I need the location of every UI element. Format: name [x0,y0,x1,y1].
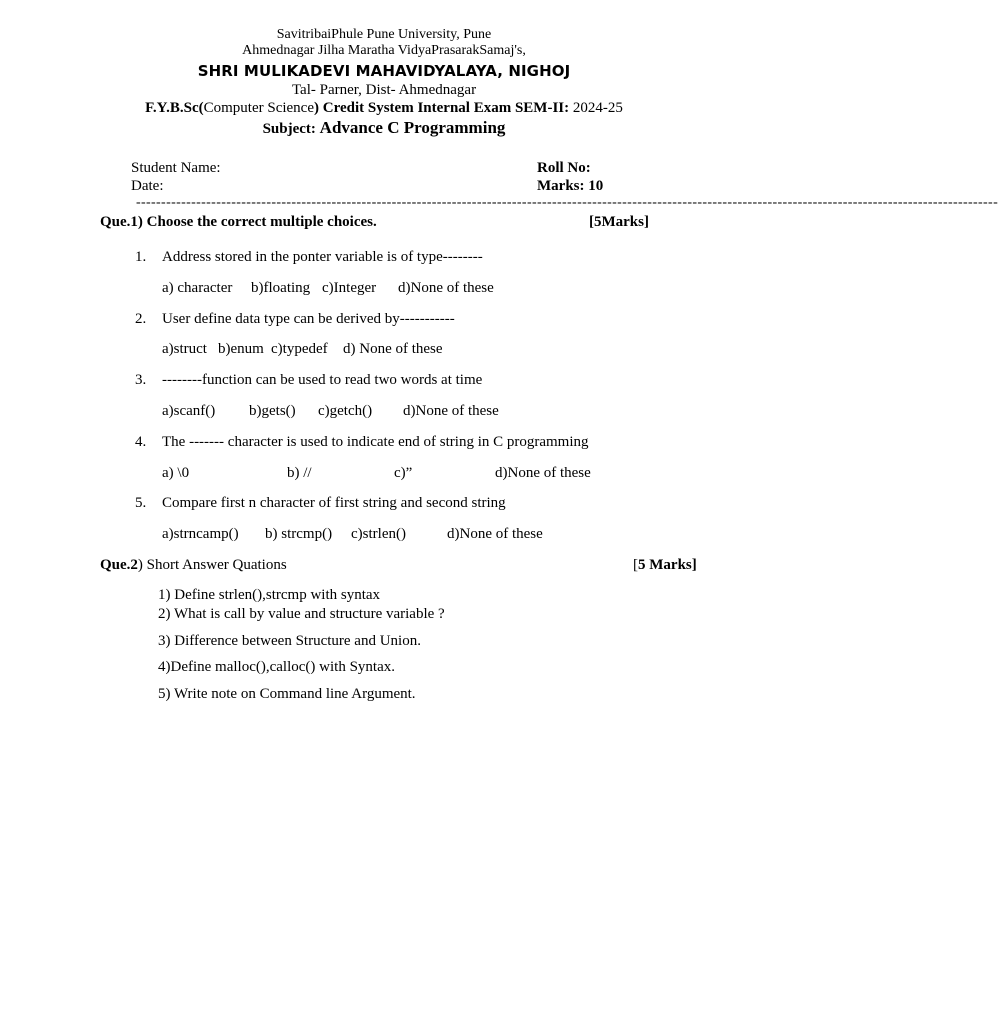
q1-item-number: 1. [135,249,147,265]
q1-item-text: Compare first n character of first string and second string [162,495,506,511]
option-b: b) // [287,465,312,481]
q2-item: 2) What is call by value and structure variable ? [158,606,445,622]
option-a: a) character [162,280,233,296]
subject-label: Subject: [262,121,316,137]
option-d: d) None of these [343,341,443,357]
student-name-label: Student Name: [131,160,221,176]
q1-item-number: 4. [135,434,147,450]
q1-item-text: --------function can be used to read two words at time [162,372,483,388]
q1-marks: [5Marks] [589,214,649,230]
option-d: d)None of these [403,403,499,419]
option-b: b)enum [218,341,264,357]
q2-marks [633,557,697,574]
option-d: d)None of these [398,280,494,296]
option-a: a)scanf() [162,403,216,419]
option-b: b) strcmp() [265,526,333,542]
samaj-name: Ahmednagar Jilha Maratha VidyaPrasarakSamaj's, [242,43,526,58]
date-label: Date: [131,178,164,194]
q2-item: 5) Write note on Command line Argument. [158,686,416,702]
marks-label: Marks: 10 [537,178,604,194]
option-b: b)floating [251,280,311,296]
q2-item: 1) Define strlen(),strcmp with syntax [158,587,381,603]
q2-heading [100,557,287,574]
option-b: b)gets() [249,403,296,419]
college-name: SHRI MULIKADEVI MAHAVIDYALAYA, NIGHOJ [197,62,571,80]
college-location: Tal- Parner, Dist- Ahmednagar [291,82,477,98]
q2-heading-label: Que.2 [100,557,138,573]
q1-item-number: 2. [135,311,147,327]
q2-heading-text: ) Short Answer Quations [137,557,287,573]
q1-item-text: The ------- character is used to indicate end of string in C programming [162,434,589,450]
q1-item-number: 5. [135,495,147,511]
option-c: c)strlen() [351,526,406,542]
exam-middle: ) Credit System Internal Exam SEM-II: [314,100,570,116]
option-c: c)Integer [322,280,377,296]
option-c: c)typedef [271,341,328,357]
subject-name: Advance C Programming [319,118,506,137]
roll-no-label: Roll No: [537,160,591,176]
exam-prefix: F.Y.B.Sc( [145,100,204,116]
option-a: a)struct [162,341,207,357]
q1-item-text: User define data type can be derived by----------- [162,311,455,327]
q1-item-number: 3. [135,372,147,388]
subject-line [0,118,768,138]
option-a: a)strncamp() [162,526,239,542]
option-a: a) \0 [162,465,190,481]
option-c: c)” [394,465,413,481]
option-d: d)None of these [447,526,543,542]
university-name: SavitribaiPhule Pune University, Pune [276,27,492,42]
exam-title [0,100,768,117]
exam-year: 2024-25 [569,100,623,116]
option-c: c)getch() [318,403,373,419]
option-d: d)None of these [495,465,591,481]
q2-item: 3) Difference between Structure and Union. [158,633,421,649]
q1-heading: Que.1) Choose the correct multiple choices. [100,214,377,230]
q2-marks-bracket: [ [633,557,638,573]
exam-course: Computer Science [203,100,314,116]
q2-marks-text: 5 Marks] [638,557,697,573]
q1-item-text: Address stored in the ponter variable is of type-------- [162,249,483,265]
separator-line: ---------------------------------------------------------------------------------------------------------------------------------------------------------------------------- [136,195,998,210]
q2-item: 4)Define malloc(),calloc() with Syntax. [158,659,395,675]
